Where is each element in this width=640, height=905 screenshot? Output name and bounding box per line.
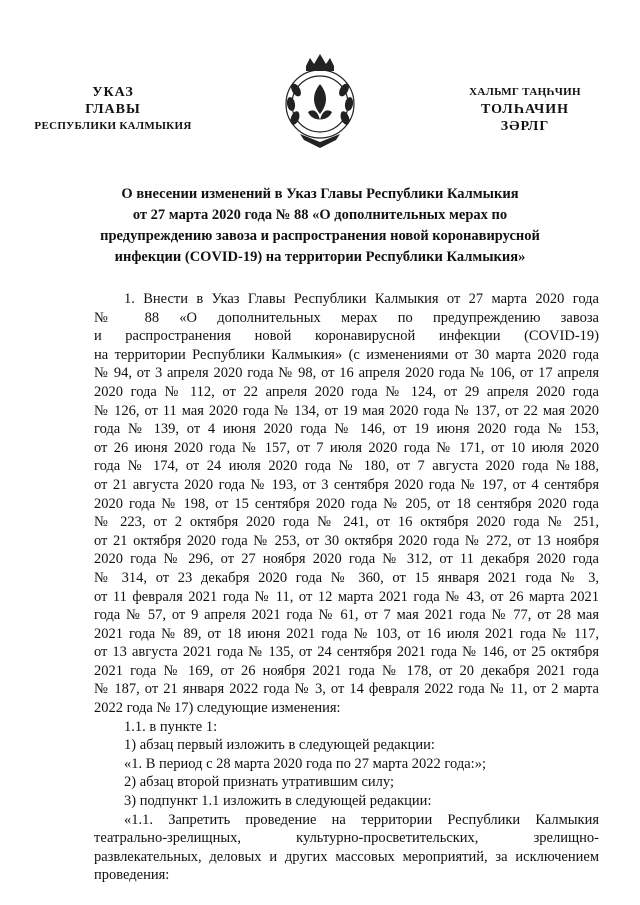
body-line: 2020 года № 112, от 22 апреля 2020 года № 124, от 29 апреля 2020 года: [94, 383, 599, 400]
body-line: года № 174, от 24 июля 2020 года № 180, от 7 августа 2020 года №188,: [94, 458, 599, 475]
quoted-line: развлекательных, деловых и других массовых мероприятий, за исключением: [94, 848, 599, 865]
kalmyk-decree-label: ЗӘРЛГ: [500, 119, 550, 134]
body-line: от 26 июня 2020 года № 157, от 7 июля 2020 года № 171, от 10 июля 2020: [94, 439, 599, 456]
body-line: № 88 «О дополнительных мерах по предупреждению завоза: [94, 309, 599, 326]
quoted-line: театрально-зрелищных, культурно-просветительских, зрелищно-: [94, 830, 599, 847]
body-line: № 94, от 3 апреля 2020 года № 98, от 16 апреля 2020 года № 106, от 17 апреля: [94, 365, 599, 382]
body-line: № 223, от 2 октября 2020 года № 241, от 16 октября 2020 года № 251,: [94, 514, 599, 531]
title-line: О внесении изменений в Указ Главы Республики Калмыкия: [121, 186, 519, 202]
body-line: 2021 года № 169, от 26 ноября 2021 года № 178, от 20 декабря 2021 года: [94, 662, 599, 679]
kalmyk-head-label: ТОЛҺАЧИН: [480, 102, 570, 117]
quoted-text: «1. В период с 28 марта 2020 года по 27 марта 2022 года:»;: [124, 755, 486, 772]
body-line: от 21 августа 2020 года № 193, от 3 сентября 2020 года № 197, от 4 сентября: [94, 476, 599, 493]
body-line: года № 57, от 9 апреля 2021 года № 61, от 7 мая 2021 года № 77, от 28 мая: [94, 607, 599, 624]
decree-label: УКАЗ: [92, 85, 134, 100]
republic-label: РЕСПУБЛИКИ КАЛМЫКИЯ: [34, 120, 192, 132]
issuer-heading-russian: [28, 84, 198, 135]
body-line: № 187, от 21 января 2022 года № 3, от 14 февраля 2022 года № 11, от 2 марта: [94, 681, 599, 698]
body-line: от 13 августа 2021 года № 135, от 24 сентября 2021 года № 146, от 25 октября: [94, 644, 599, 661]
body-line: 2022 года № 17) следующие изменения:: [94, 700, 341, 717]
body-line: 2020 года № 296, от 27 ноября 2020 года № 312, от 11 декабря 2020 года: [94, 551, 599, 568]
document-title: [100, 184, 540, 268]
body-line: 1. Внести в Указ Главы Республики Калмыкия от 27 марта 2020 года: [124, 291, 599, 307]
quoted-line: проведения:: [94, 867, 170, 884]
title-line: от 27 марта 2020 года № 88 «О дополнительных мерах по: [132, 207, 508, 223]
document-body: [94, 290, 599, 885]
body-line: и распространения новой коронавирусной инфекции (COVID-19): [94, 328, 599, 345]
issuer-heading-kalmyk: [440, 84, 610, 135]
body-line: на территории Республики Калмыкия» (с изменениями от 30 марта 2020 года: [94, 346, 599, 363]
body-line: № 126, от 11 мая 2020 года № 134, от 19 мая 2020 года № 137, от 22 мая 2020: [94, 402, 599, 419]
body-line: от 21 октября 2020 года № 253, от 30 октября 2020 года № 272, от 13 ноября: [94, 532, 599, 549]
kalmyk-republic-label: ХАЛЬМГ ТАҢҺЧИН: [469, 86, 581, 98]
title-line: инфекции (COVID-19) на территории Республики Калмыкия»: [114, 249, 526, 265]
subitem-paragraph-1: 1) абзац первый изложить в следующей редакции:: [124, 737, 435, 754]
quoted-line: «1.1. Запретить проведение на территории Республики Калмыкия: [124, 811, 599, 828]
body-line: № 314, от 23 декабря 2020 года № 360, от 15 января 2021 года № 3,: [94, 569, 599, 586]
subitem-paragraph-3: 3) подпункт 1.1 изложить в следующей редакции:: [124, 793, 432, 810]
body-line: 2021 года № 89, от 18 июня 2021 года № 103, от 16 июля 2021 года № 117,: [94, 625, 599, 642]
subitem-1-1: 1.1. в пункте 1:: [124, 718, 218, 735]
head-label: ГЛАВЫ: [85, 102, 141, 117]
subitem-paragraph-2: 2) абзац второй признать утратившим силу;: [124, 774, 394, 791]
body-line: года № 139, от 4 июня 2020 года № 146, от 19 июня 2020 года № 153,: [94, 421, 599, 438]
body-line: от 11 февраля 2021 года № 11, от 12 марта 2021 года № 43, от 26 марта 2021: [94, 588, 599, 605]
title-line: предупреждению завоза и распространения новой коронавирусной: [100, 228, 540, 244]
body-line: 2020 года № 198, от 15 сентября 2020 года № 205, от 18 сентября 2020 года: [94, 495, 599, 512]
coat-of-arms-icon: [276, 50, 364, 150]
